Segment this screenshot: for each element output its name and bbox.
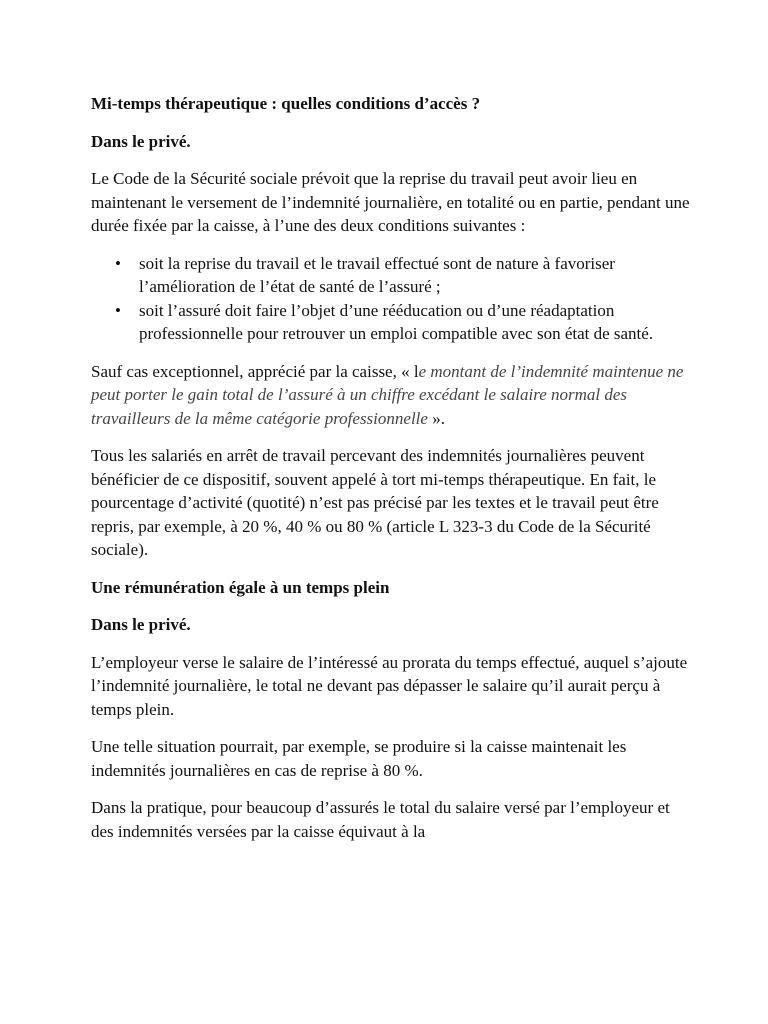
paragraph-employeur-verse: L’employeur verse le salaire de l’intéressé au prorata du temps effectué, auquel s’ajoute l’indemnité journalière, le total ne devant pas dépasser le salaire qu’il aurait perçu à temps plein. — [91, 652, 688, 719]
list-item — [115, 299, 691, 346]
list-item-text: soit l’assuré doit faire l’objet d’une rééducation ou d’une réadaptation professionnelle pour retrouver un emploi compatible avec son état de santé. — [139, 300, 654, 343]
quote-end: ». — [427, 408, 445, 428]
document-page — [91, 92, 691, 857]
paragraph-code-securite-sociale: Le Code de la Sécurité sociale prévoit que la reprise du travail peut avoir lieu en maintenant le versement de l’indemnité journalière, en totalité ou en partie, pendant une durée fixée par la caisse, à l’une des deux conditions suivantes : — [91, 169, 690, 235]
list-item — [115, 252, 691, 299]
paragraph-dans-la-pratique: Dans la pratique, pour beaucoup d’assurés le total du salaire versé par l’employeur et des indemnités versées par la caisse équivaut à la — [91, 798, 670, 841]
section-title-remuneration: Une rémunération égale à un temps plein — [91, 577, 390, 597]
quote-intro: Sauf cas exceptionnel, apprécié par la caisse, « l — [91, 361, 419, 381]
section-heading-prive: Dans le privé. — [91, 131, 191, 151]
bullet-icon: • — [115, 253, 121, 273]
paragraph-tous-les-salaries: Tous les salariés en arrêt de travail percevant des indemnités journalières peuvent bénéficier de ce dispositif, souvent appelé à tort mi-temps thérapeutique. En fait, le pourcentage d’activité (quotité) n’est pas précisé par les textes et le travail peut être repris, par exemple, à 20 %, 40 % ou 80 % (article L 323-3 du Code de la Sécurité sociale). — [91, 446, 659, 559]
quote-text: e montant de l’indemnité maintenue ne peut porter le gain total de l’assuré à un chiffre excédant le salaire normal des travailleurs de la même catégorie professionnelle — [91, 361, 684, 428]
paragraph-telle-situation: Une telle situation pourrait, par exemple, se produire si la caisse maintenait les indemnités journalières en cas de reprise à 80 %. — [91, 737, 627, 780]
paragraph-sauf-cas-exceptionnel — [91, 360, 691, 431]
conditions-list — [91, 252, 691, 346]
list-item-text: soit la reprise du travail et le travail effectué sont de nature à favoriser l’amélioration de l’état de santé de l’assuré ; — [139, 253, 615, 296]
bullet-icon: • — [115, 300, 121, 320]
document-title: Mi-temps thérapeutique : quelles conditions d’accès ? — [91, 94, 481, 113]
section-heading-prive-2: Dans le privé. — [91, 615, 191, 634]
